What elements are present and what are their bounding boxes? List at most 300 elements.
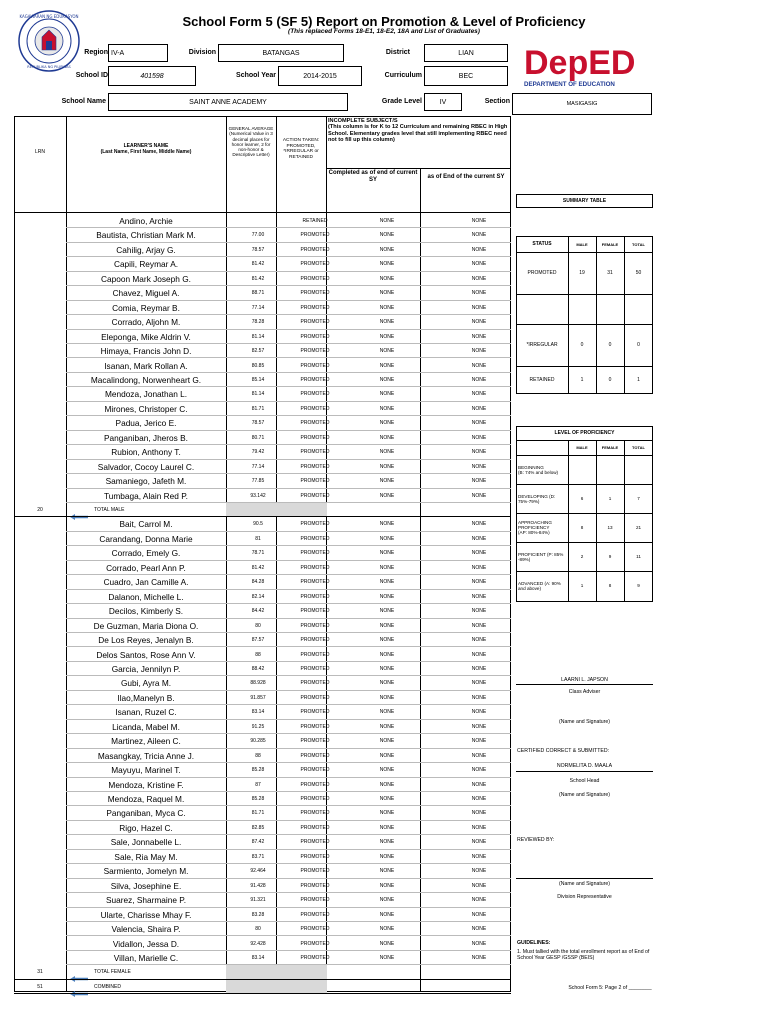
- incomplete-as-of-end: NONE: [471, 622, 487, 629]
- learner-name: Gubi, Ayra M.: [120, 678, 172, 689]
- table-row: [14, 720, 511, 734]
- incomplete-as-of-end: NONE: [471, 362, 487, 369]
- action-taken: PROMOTED: [300, 376, 330, 383]
- learner-name: Ularte, Charisse Mhay F.: [100, 909, 192, 920]
- learner-name: Isanan, Ruzel C.: [115, 707, 177, 718]
- summary-status: PROMOTED: [527, 270, 557, 276]
- table-row: [14, 257, 511, 271]
- general-average: 81.71: [251, 810, 265, 817]
- general-average: 83.28: [251, 911, 265, 918]
- summary-female-count: 0: [608, 342, 612, 348]
- incomplete-completed: NONE: [379, 319, 395, 326]
- learner-name: Himaya, Francis John D.: [100, 346, 192, 357]
- proficiency-title: LEVEL OF PROFICIENCY: [554, 430, 615, 436]
- table-row: [14, 416, 511, 430]
- action-taken: PROMOTED: [300, 593, 330, 600]
- action-taken: PROMOTED: [300, 348, 330, 355]
- incomplete-completed: NONE: [379, 824, 395, 831]
- table-row: [14, 301, 511, 315]
- proficiency-total-count: [624, 455, 653, 484]
- incomplete-as-of-end: NONE: [471, 535, 487, 542]
- action-taken: PROMOTED: [300, 767, 330, 774]
- region-label: Region: [84, 49, 108, 56]
- learner-name: Corrado, Aljohn M.: [111, 317, 181, 328]
- proficiency-male-header: MALE: [576, 445, 588, 450]
- learner-name: Capili, Reymar A.: [113, 259, 179, 270]
- action-taken: PROMOTED: [300, 796, 330, 802]
- guidelines-text: 1. Must tallied with the total enrollment report as of End of School Year GESP /GSSP (BEIS): [517, 949, 650, 962]
- table-row: [14, 489, 511, 503]
- incomplete-completed: NONE: [379, 651, 395, 658]
- action-taken: PROMOTED: [300, 391, 330, 398]
- table-row: [14, 575, 511, 589]
- action-taken: PROMOTED: [300, 449, 330, 456]
- general-average: 78.28: [251, 319, 265, 326]
- incomplete-as-of-end: NONE: [471, 304, 487, 311]
- proficiency-male-count: 1: [580, 583, 584, 588]
- general-average: 91.428: [250, 882, 266, 889]
- table-row: [14, 662, 511, 676]
- proficiency-male-count: [568, 455, 596, 484]
- action-taken: PROMOTED: [300, 246, 330, 253]
- general-average: 77.00: [251, 232, 265, 239]
- incomplete-completed: NONE: [379, 608, 395, 615]
- learner-name: Sarmiento, Jomelyn M.: [103, 866, 189, 877]
- table-row: [14, 619, 511, 633]
- proficiency-female-count: 13: [607, 525, 613, 530]
- reviewed-by-label: REVIEWED BY:: [517, 837, 555, 843]
- action-taken: PROMOTED: [300, 954, 330, 961]
- table-row: [14, 214, 511, 228]
- general-average: 80.85: [251, 362, 265, 369]
- summary-male-header: MALE: [576, 241, 588, 247]
- incomplete-as-of-end: NONE: [471, 608, 487, 615]
- col-header-completed: Completed as of end of current SY: [328, 170, 418, 183]
- incomplete-completed: NONE: [379, 911, 395, 918]
- incomplete-completed: NONE: [379, 521, 395, 528]
- incomplete-completed: NONE: [379, 926, 395, 933]
- action-taken: PROMOTED: [300, 478, 330, 485]
- deped-logo-subtext: DEPARTMENT OF EDUCATION: [524, 81, 615, 88]
- general-average: 91.25: [251, 723, 265, 730]
- learner-name: Sale, Ria May M.: [114, 851, 178, 862]
- incomplete-as-of-end: NONE: [471, 550, 487, 557]
- action-taken: PROMOTED: [300, 550, 330, 557]
- incomplete-as-of-end: NONE: [471, 564, 487, 571]
- general-average: 77.14: [251, 463, 265, 470]
- general-average: 81.14: [251, 391, 265, 398]
- action-taken: PROMOTED: [300, 810, 330, 817]
- incomplete-as-of-end: NONE: [471, 275, 487, 282]
- general-average: 78.57: [251, 420, 265, 427]
- incomplete-completed: NONE: [379, 796, 395, 802]
- form-subtitle: (This replaced Forms 18-E1, 18-E2, 18A and List of Graduates): [288, 28, 480, 35]
- summary-female-count: 0: [608, 377, 612, 383]
- general-average: 84.28: [251, 579, 265, 586]
- table-row: [14, 387, 511, 401]
- learner-name: Rigo, Hazel C.: [119, 822, 173, 833]
- learner-name: Capoon Mark Joseph G.: [101, 273, 191, 284]
- incomplete-completed: NONE: [379, 290, 395, 297]
- incomplete-completed: NONE: [379, 434, 395, 441]
- proficiency-level-label: BEGINNING (B: 74% and below): [518, 464, 559, 475]
- name-and-signature-2: (Name and Signature): [558, 792, 611, 798]
- table-row: [14, 691, 511, 705]
- incomplete-completed: NONE: [379, 723, 395, 730]
- table-row: [14, 460, 511, 474]
- action-taken: PROMOTED: [300, 940, 330, 947]
- incomplete-completed: NONE: [379, 463, 395, 470]
- learner-name: Mayuyu, Marinel T.: [111, 765, 181, 776]
- action-taken: PROMOTED: [300, 752, 330, 759]
- incomplete-completed: NONE: [379, 853, 395, 860]
- incomplete-completed: NONE: [379, 348, 395, 355]
- general-average: 84.42: [251, 608, 265, 615]
- learner-name: Carandang, Donna Marie: [99, 533, 193, 544]
- svg-text:REPUBLIKA NG PILIPINAS: REPUBLIKA NG PILIPINAS: [27, 65, 71, 69]
- incomplete-completed: NONE: [379, 781, 395, 788]
- guidelines-title: GUIDELINES:: [517, 940, 551, 946]
- left-arrow-icon: [70, 969, 88, 975]
- learner-name: Mendoza, Raquel M.: [107, 794, 185, 804]
- division-representative-label: Division Representative: [557, 894, 612, 900]
- table-row: [14, 633, 511, 647]
- incomplete-as-of-end: NONE: [471, 680, 487, 687]
- table-row: [14, 546, 511, 560]
- incomplete-completed: NONE: [379, 579, 395, 586]
- proficiency-total-count: 9: [637, 583, 640, 588]
- svg-text:KAGAWARAN NG EDUKASYON: KAGAWARAN NG EDUKASYON: [19, 14, 79, 19]
- learner-name: Vidallon, Jessa D.: [112, 938, 180, 949]
- learner-name: Sale, Jonnabelle L.: [110, 837, 182, 848]
- incomplete-completed: NONE: [379, 954, 395, 961]
- action-taken: PROMOTED: [300, 261, 330, 268]
- general-average: 83.14: [251, 954, 265, 961]
- table-row: [14, 821, 511, 835]
- action-taken: PROMOTED: [300, 434, 330, 441]
- action-taken: PROMOTED: [300, 882, 330, 889]
- incomplete-as-of-end: NONE: [471, 810, 487, 817]
- general-average: 91.857: [250, 694, 266, 701]
- incomplete-as-of-end: NONE: [471, 926, 487, 933]
- general-average: 87: [255, 781, 261, 788]
- incomplete-as-of-end: NONE: [471, 954, 487, 961]
- action-taken: PROMOTED: [300, 738, 330, 745]
- summary-female-count: 31: [607, 270, 613, 276]
- school-year-label: School Year: [236, 72, 276, 79]
- table-row: [14, 517, 511, 531]
- general-average: 78.71: [251, 550, 265, 557]
- table-row: [14, 474, 511, 488]
- adviser-title: Class Adviser: [568, 689, 601, 695]
- page-footer: School Form 5: Page 2 of ________: [568, 985, 652, 991]
- incomplete-completed: NONE: [379, 478, 395, 485]
- learner-name: Rubion, Anthony T.: [111, 447, 181, 458]
- general-average: 83.14: [251, 709, 265, 716]
- total-row-total-female: [14, 965, 511, 979]
- incomplete-as-of-end: NONE: [471, 868, 487, 875]
- summary-table-title: SUMMARY TABLE: [562, 198, 607, 204]
- incomplete-completed: NONE: [379, 665, 395, 672]
- incomplete-as-of-end: NONE: [471, 665, 487, 672]
- general-average: 80.71: [251, 434, 265, 441]
- col-header-lrn: LRN: [34, 149, 45, 155]
- proficiency-female-count: 1: [608, 496, 612, 501]
- proficiency-female-header: FEMALE: [601, 445, 619, 450]
- table-row: [14, 532, 511, 546]
- table-row: [14, 850, 511, 864]
- learner-name: Andino, Archie: [119, 216, 173, 226]
- action-taken: PROMOTED: [300, 492, 330, 499]
- proficiency-female-count: 8: [608, 583, 612, 588]
- proficiency-female-count: [596, 455, 624, 484]
- learner-name: Mendoza, Kristine F.: [108, 779, 184, 790]
- learner-name: Villan, Marielle C.: [113, 952, 179, 963]
- school-name-field[interactable]: SAINT ANNE ACADEMY: [108, 93, 348, 111]
- learner-name: Valencia, Shaira P.: [111, 924, 181, 935]
- incomplete-as-of-end: NONE: [471, 709, 487, 716]
- grade-level-field[interactable]: IV: [424, 93, 462, 111]
- action-taken: PROMOTED: [300, 535, 330, 542]
- general-average: 88: [255, 651, 261, 658]
- total-label: TOTAL MALE: [94, 507, 125, 513]
- incomplete-as-of-end: NONE: [471, 694, 487, 701]
- summary-total-count: 50: [635, 270, 642, 276]
- incomplete-as-of-end: NONE: [471, 593, 487, 600]
- proficiency-level-label: PROFICIENT (P: 85% -89%): [518, 551, 564, 562]
- incomplete-completed: NONE: [379, 897, 395, 904]
- incomplete-as-of-end: NONE: [471, 405, 487, 412]
- col-header-incomplete-subjects: INCOMPLETE SUBJECT/S (This column is for K to 12 Curriculum and remaining RBEC in High School. Elementary grades level that still implementing RBEC need not to fill up this column): [328, 118, 508, 144]
- incomplete-as-of-end: NONE: [471, 579, 487, 586]
- action-taken: PROMOTED: [300, 304, 330, 311]
- learner-name: Macalindong, Norwenheart G.: [90, 374, 202, 385]
- learner-name: De Los Reyes, Jenalyn B.: [98, 635, 194, 646]
- school-head-name: NORMELITA D. MAALA: [556, 763, 613, 769]
- general-average: 87.42: [251, 839, 265, 846]
- incomplete-completed: NONE: [379, 882, 395, 889]
- action-taken: PROMOTED: [300, 680, 330, 687]
- incomplete-as-of-end: NONE: [471, 232, 487, 239]
- total-count: 31: [37, 969, 43, 976]
- table-row: [14, 590, 511, 604]
- general-average: 81.71: [251, 405, 265, 412]
- incomplete-completed: NONE: [379, 362, 395, 369]
- learner-name: Ilao,Manelyn B.: [117, 692, 175, 703]
- table-row: [14, 286, 511, 300]
- general-average: 92.464: [250, 868, 266, 875]
- incomplete-completed: NONE: [379, 275, 395, 282]
- col-header-general-average: GENERAL AVERAGE (Numerical Value in 3 decimal places for honor learner, 2 for non-honor & Descriptive Letter): [228, 126, 274, 158]
- action-taken: PROMOTED: [300, 579, 330, 586]
- general-average: 88.928: [250, 680, 266, 687]
- incomplete-as-of-end: NONE: [471, 911, 487, 918]
- table-row: [14, 344, 511, 358]
- incomplete-completed: NONE: [379, 637, 395, 644]
- district-field[interactable]: LIAN: [424, 44, 508, 62]
- learner-name: Comia, Reymar B.: [112, 302, 180, 313]
- action-taken: PROMOTED: [300, 232, 330, 239]
- table-row: [14, 402, 511, 416]
- learner-name: Licanda, Mabel M.: [112, 721, 180, 732]
- school-id-field[interactable]: 401598: [108, 66, 196, 86]
- general-average: 77.14: [251, 304, 265, 311]
- incomplete-completed: NONE: [379, 304, 395, 311]
- incomplete-as-of-end: NONE: [471, 333, 487, 340]
- total-label: TOTAL FEMALE: [94, 969, 131, 976]
- proficiency-level-label: ADVANCED (A: 90% and above): [518, 580, 561, 591]
- total-count: 51: [37, 983, 43, 990]
- proficiency-male-count: 8: [580, 525, 584, 530]
- action-taken: RETAINED: [302, 218, 328, 224]
- incomplete-completed: NONE: [379, 449, 395, 456]
- action-taken: PROMOTED: [300, 319, 330, 326]
- incomplete-as-of-end: NONE: [471, 376, 487, 383]
- action-taken: PROMOTED: [300, 665, 330, 672]
- action-taken: PROMOTED: [300, 709, 330, 716]
- general-average: 87.57: [251, 637, 265, 644]
- curriculum-field[interactable]: BEC: [424, 66, 508, 86]
- table-row: [14, 243, 511, 257]
- incomplete-as-of-end: NONE: [471, 391, 487, 398]
- learner-name: Mendoza, Jonathan L.: [104, 389, 188, 400]
- incomplete-completed: NONE: [379, 420, 395, 427]
- learner-name: Garcia, Jennilyn P.: [111, 663, 181, 674]
- incomplete-completed: NONE: [379, 752, 395, 759]
- summary-total-count: 1: [637, 377, 640, 383]
- action-taken: PROMOTED: [300, 723, 330, 730]
- summary-male-count: 1: [580, 377, 584, 383]
- incomplete-completed: NONE: [379, 738, 395, 745]
- incomplete-completed: NONE: [379, 839, 395, 846]
- incomplete-as-of-end: NONE: [471, 767, 487, 774]
- table-row: [14, 648, 511, 662]
- school-head-title: School Head: [569, 778, 600, 784]
- incomplete-as-of-end: NONE: [471, 752, 487, 759]
- incomplete-completed: NONE: [379, 694, 395, 701]
- action-taken: PROMOTED: [300, 637, 330, 644]
- general-average: 85.14: [251, 376, 265, 383]
- incomplete-completed: NONE: [379, 333, 395, 340]
- general-average: 81.42: [251, 261, 265, 268]
- table-row: [14, 330, 511, 344]
- action-taken: PROMOTED: [300, 781, 330, 788]
- summary-status: *IRREGULAR: [526, 342, 558, 348]
- learner-name: Cahilig, Arjay G.: [116, 244, 176, 255]
- table-row: [14, 893, 511, 907]
- incomplete-completed: NONE: [379, 810, 395, 817]
- action-taken: PROMOTED: [300, 897, 330, 904]
- learner-name: Corrado, Pearl Ann P.: [106, 562, 186, 573]
- division-field[interactable]: BATANGAS: [218, 44, 344, 62]
- incomplete-completed: NONE: [379, 868, 395, 875]
- action-taken: PROMOTED: [300, 868, 330, 875]
- table-row: [14, 228, 511, 242]
- deped-logo: [524, 38, 636, 90]
- incomplete-as-of-end: NONE: [471, 478, 487, 485]
- proficiency-male-count: 2: [580, 554, 584, 559]
- form-title: School Form 5 (SF 5) Report on Promotion & Level of Proficiency: [182, 14, 586, 29]
- action-taken: PROMOTED: [300, 362, 330, 369]
- learner-name: Isanan, Mark Rollan A.: [104, 360, 188, 371]
- table-row: [14, 373, 511, 387]
- incomplete-completed: NONE: [379, 391, 395, 398]
- table-row: [14, 792, 511, 806]
- summary-total-count: 0: [637, 342, 640, 348]
- general-average: 83.71: [251, 853, 265, 860]
- incomplete-as-of-end: NONE: [471, 723, 487, 730]
- incomplete-completed: NONE: [379, 376, 395, 383]
- action-taken: PROMOTED: [300, 622, 330, 629]
- name-and-signature-3: (Name and Signature): [558, 881, 611, 887]
- learner-name: Martinez, Aileen C.: [111, 736, 181, 747]
- general-average: 81.42: [251, 564, 265, 571]
- table-row: [14, 734, 511, 748]
- summary-male-count: 19: [579, 270, 585, 276]
- action-taken: PROMOTED: [300, 405, 330, 412]
- region-field[interactable]: IV-A: [108, 44, 168, 62]
- incomplete-as-of-end: NONE: [471, 420, 487, 427]
- general-average: 78.57: [251, 246, 265, 253]
- action-taken: PROMOTED: [300, 824, 330, 831]
- general-average: 90.285: [250, 738, 266, 745]
- incomplete-as-of-end: NONE: [471, 738, 487, 745]
- total-row-total-male: [14, 503, 511, 517]
- incomplete-as-of-end: NONE: [471, 348, 487, 355]
- table-row: [14, 315, 511, 329]
- incomplete-as-of-end: NONE: [471, 261, 487, 268]
- incomplete-as-of-end: NONE: [471, 853, 487, 860]
- table-row: [14, 806, 511, 820]
- table-row: [14, 922, 511, 936]
- general-average: 80: [255, 926, 261, 933]
- school-year-field[interactable]: 2014-2015: [278, 66, 362, 86]
- section-label: Section: [484, 98, 510, 105]
- learner-name: Cuadro, Jan Camille A.: [103, 577, 189, 588]
- incomplete-as-of-end: NONE: [471, 246, 487, 253]
- table-row: [14, 879, 511, 893]
- learner-name: Dalanon, Michelle L.: [108, 591, 184, 602]
- col-header-action-taken: ACTION TAKEN: PROMOTED, *IRREGULAR or RETAINED: [282, 138, 320, 160]
- action-taken: PROMOTED: [300, 608, 330, 615]
- incomplete-as-of-end: NONE: [471, 637, 487, 644]
- learner-name: Panganiban, Myca C.: [106, 808, 186, 819]
- incomplete-as-of-end: NONE: [471, 492, 487, 499]
- school-name-label: School Name: [61, 98, 106, 105]
- section-field[interactable]: MASIGASIG: [512, 93, 652, 115]
- incomplete-as-of-end: NONE: [471, 897, 487, 904]
- learner-name: Tumbaga, Alain Red P.: [104, 490, 188, 501]
- summary-female-header: FEMALE: [601, 241, 619, 247]
- incomplete-as-of-end: NONE: [471, 882, 487, 889]
- grade-level-label: Grade Level: [381, 98, 422, 105]
- learner-name: Corrado, Emely G.: [111, 548, 181, 559]
- district-label: District: [385, 49, 410, 56]
- incomplete-as-of-end: NONE: [471, 839, 487, 846]
- general-average: 88.71: [251, 290, 265, 297]
- incomplete-completed: NONE: [379, 232, 395, 239]
- incomplete-completed: NONE: [379, 709, 395, 716]
- incomplete-completed: NONE: [379, 622, 395, 629]
- table-row: [14, 705, 511, 719]
- general-average: 88.42: [251, 665, 265, 672]
- action-taken: PROMOTED: [300, 694, 330, 701]
- incomplete-as-of-end: NONE: [471, 781, 487, 788]
- incomplete-completed: NONE: [379, 218, 395, 224]
- incomplete-as-of-end: NONE: [471, 434, 487, 441]
- proficiency-total-header: TOTAL: [632, 445, 645, 450]
- general-average: 90.5: [253, 521, 263, 528]
